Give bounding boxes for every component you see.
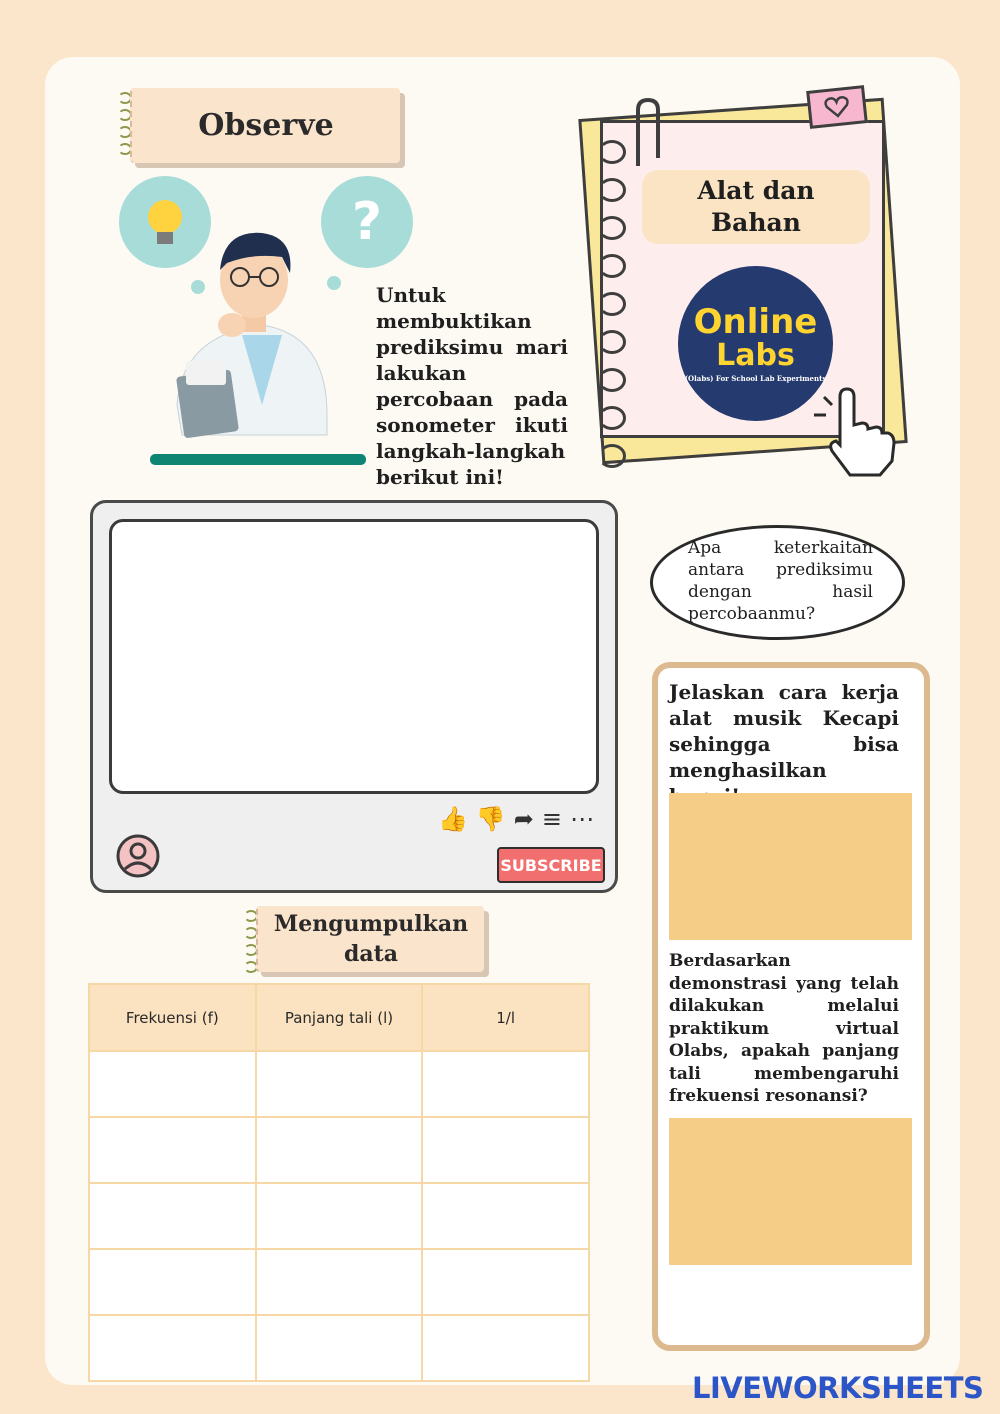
collect-heading-line1: Mengumpulkan (273, 911, 469, 937)
tools-heading-line2: Bahan (711, 208, 801, 237)
collect-data-heading (256, 906, 484, 972)
olabs-logo-line2: Labs (716, 338, 795, 373)
liveworksheets-watermark: LIVEWORKSHEETS (692, 1371, 984, 1405)
avatar-icon[interactable] (115, 833, 161, 879)
table-cell[interactable] (256, 1249, 423, 1315)
table-cell[interactable] (422, 1183, 589, 1249)
table-row (89, 1249, 589, 1315)
question-olabs: Berdasarkan demonstrasi yang telah dilakukan melalui praktikum virtual Olabs, apakah panjang tali membengaruhi frekuensi resonansi? (669, 951, 899, 1106)
video-screen[interactable] (109, 519, 599, 794)
notebook-rings (598, 140, 626, 468)
table-cell[interactable] (422, 1249, 589, 1315)
table-cell[interactable] (422, 1315, 589, 1381)
table-cell[interactable] (422, 1117, 589, 1183)
table-cell[interactable] (256, 1051, 423, 1117)
olabs-logo-line1: Online (693, 302, 818, 342)
table-cell[interactable] (256, 1315, 423, 1381)
table-row (89, 1183, 589, 1249)
table-cell[interactable] (89, 1249, 256, 1315)
subscribe-button[interactable]: SUBSCRIBE (497, 847, 605, 883)
heart-icon (823, 95, 851, 120)
olabs-logo-line3: (Olabs) For School Lab Experiments (684, 374, 827, 383)
table-row (89, 1051, 589, 1117)
tools-heading (642, 170, 870, 244)
pointer-hand-icon (810, 385, 900, 480)
dislike-icon[interactable]: 👎 (475, 805, 506, 833)
table-cell[interactable] (89, 1183, 256, 1249)
table-row (89, 1117, 589, 1183)
tools-heading-line1: Alat dan (697, 176, 815, 205)
question-kecapi: Jelaskan cara kerja alat musik Kecapi sehingga bisa menghasilkan (669, 680, 899, 782)
table-header-row (89, 984, 589, 1051)
header-frekuensi: Frekuensi (f) (89, 984, 256, 1051)
table-row (89, 1315, 589, 1381)
table-cell[interactable] (256, 1183, 423, 1249)
answer-box-1[interactable] (669, 793, 912, 940)
table-cell[interactable] (89, 1117, 256, 1183)
table-cell[interactable] (422, 1051, 589, 1117)
video-player[interactable] (90, 500, 618, 893)
answer-box-2[interactable] (669, 1118, 912, 1265)
scientist-illustration (112, 175, 417, 470)
collect-heading-line2: data (343, 941, 399, 967)
header-panjang-tali: Panjang tali (l) (256, 984, 423, 1051)
like-icon[interactable]: 👍 (438, 805, 468, 833)
table-cell[interactable] (89, 1315, 256, 1381)
observe-heading: Observe (130, 88, 400, 163)
table-cell[interactable] (89, 1051, 256, 1117)
paperclip-icon (626, 96, 666, 176)
header-inverse-length: 1/l (422, 984, 589, 1051)
question-icon: ? (351, 192, 383, 252)
intro-text: Untuk membuktikan prediksimu mari lakukan percobaan pada sonometer ikuti langkah-langkah berikut ini! (376, 283, 568, 489)
bubble-question: Apa keterkaitan antara prediksimu dengan hasil percobaanmu? (688, 538, 873, 624)
heart-tab (806, 85, 868, 129)
data-table (88, 983, 590, 1382)
table-cell[interactable] (256, 1117, 423, 1183)
menu-icon[interactable]: ≡ (541, 805, 562, 833)
share-icon[interactable]: ➦ (513, 805, 534, 833)
video-controls (438, 805, 594, 833)
more-icon[interactable]: ⋯ (570, 805, 594, 833)
